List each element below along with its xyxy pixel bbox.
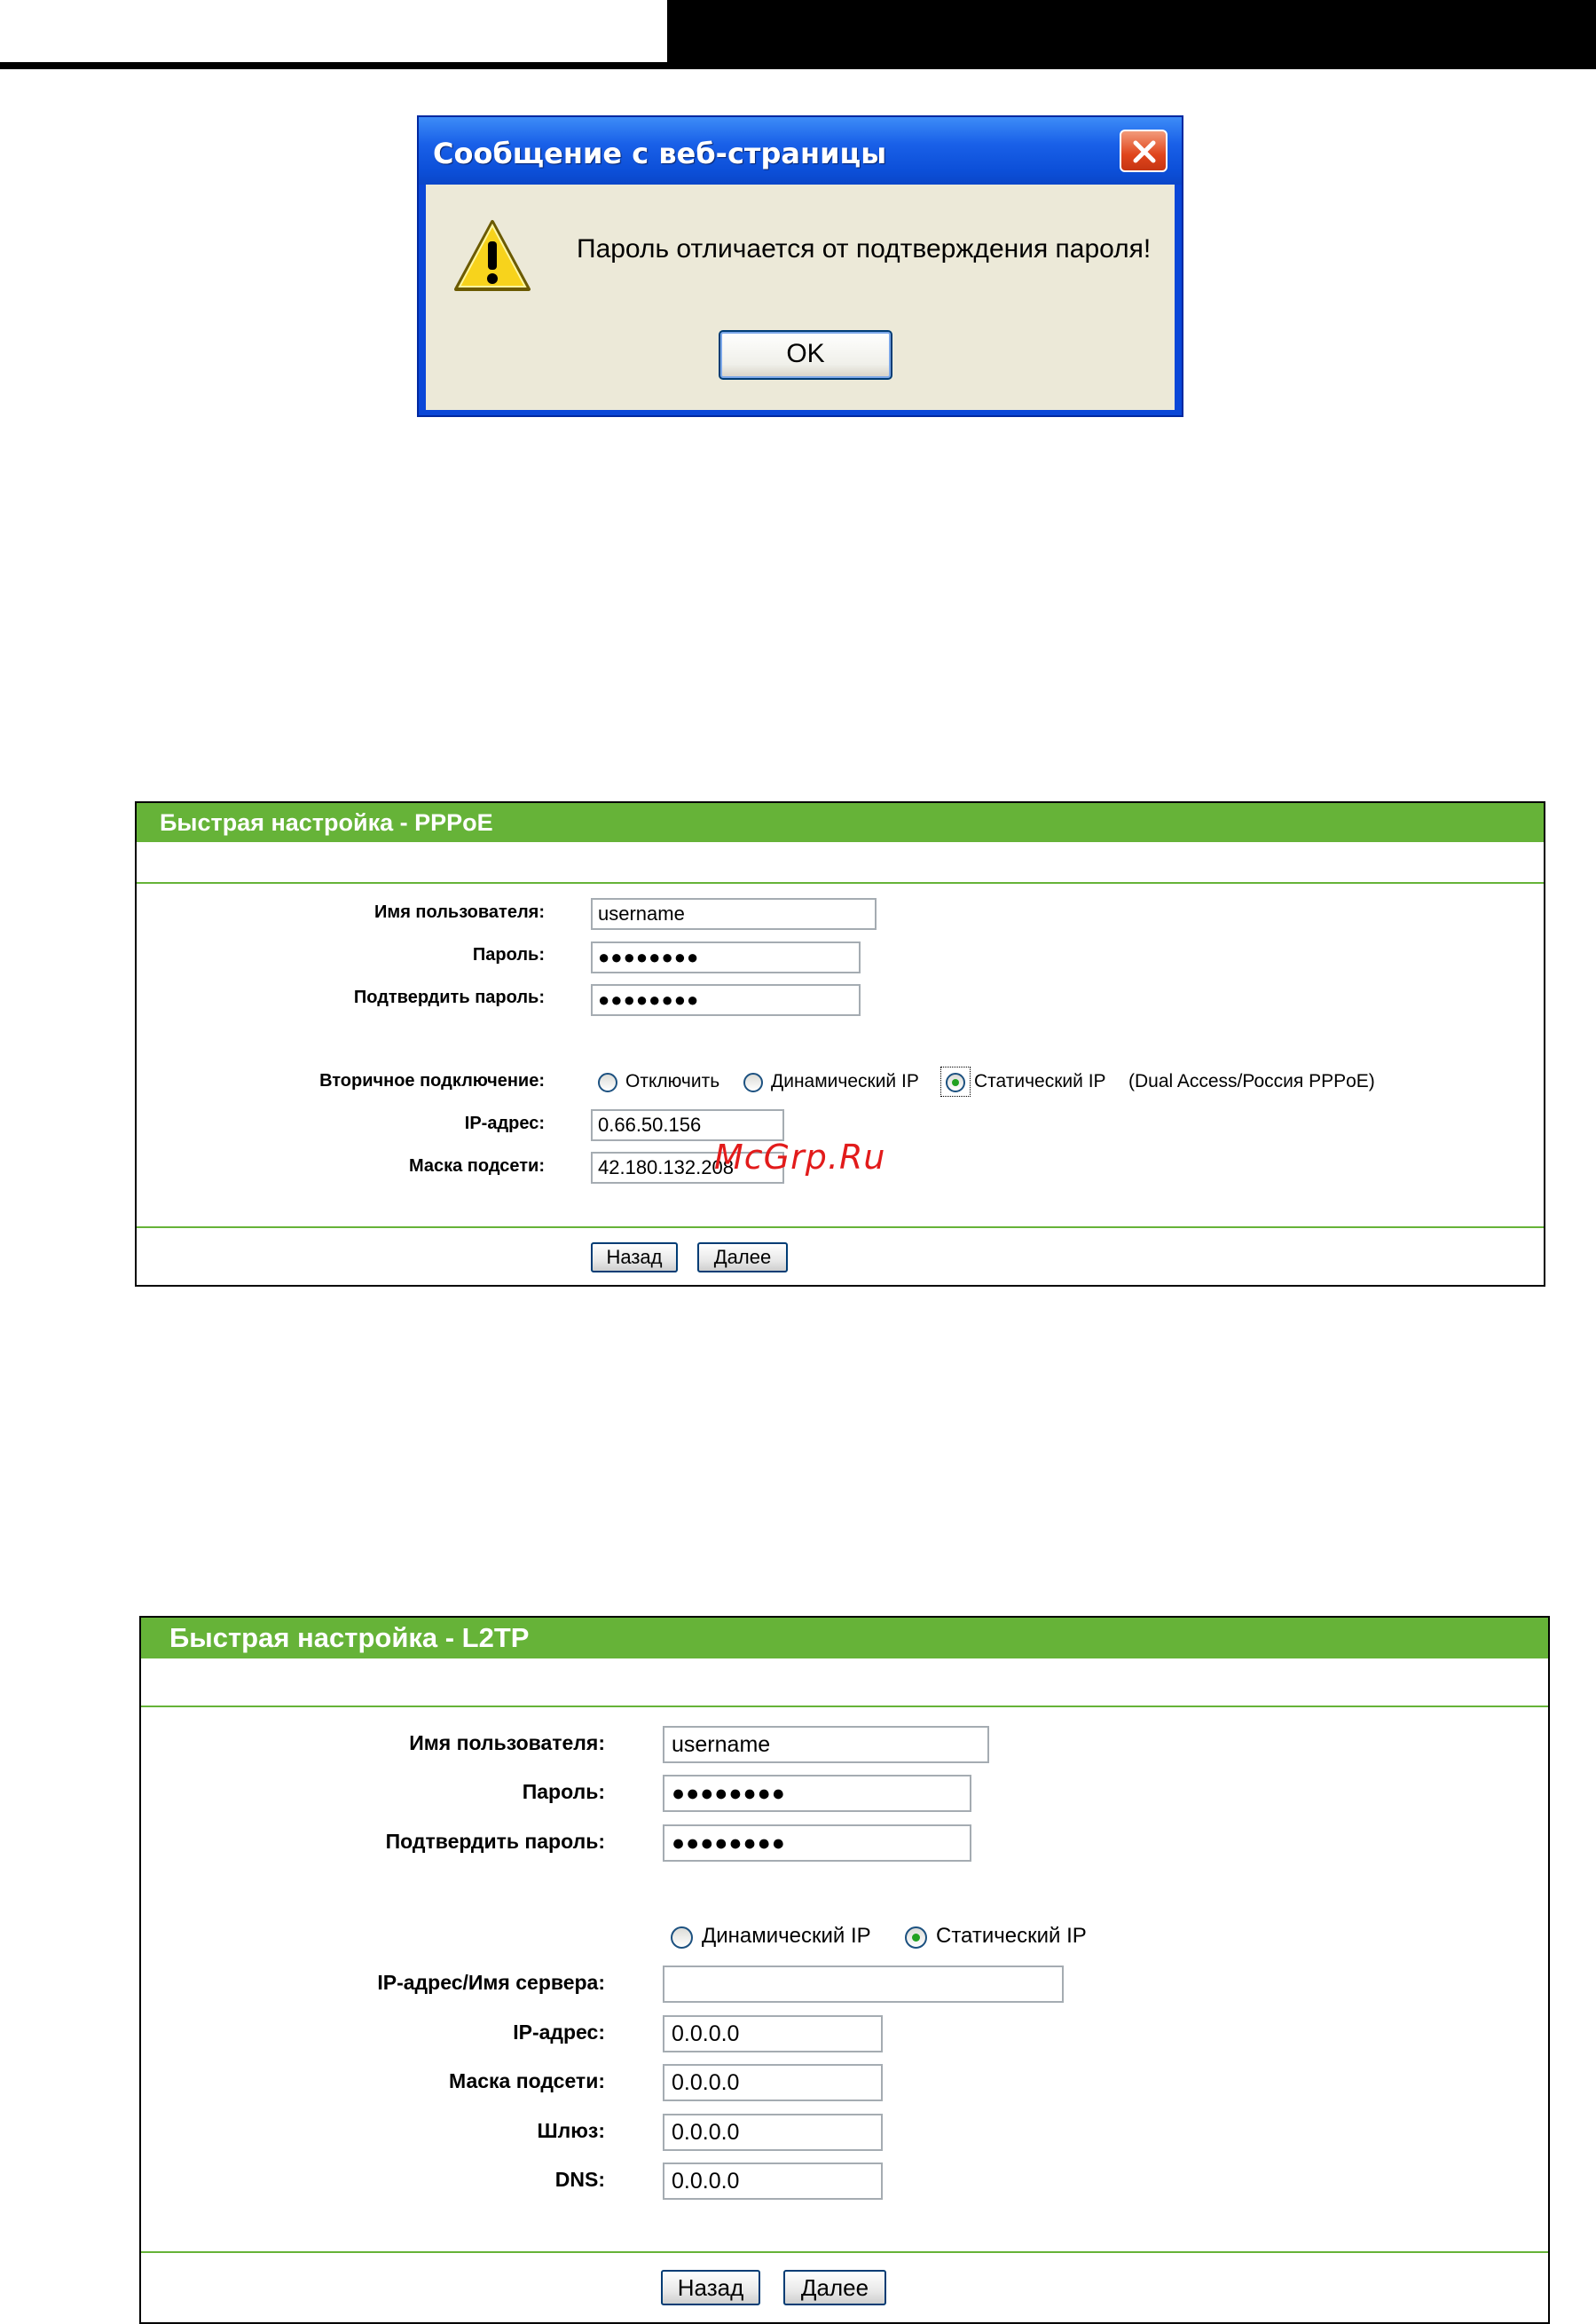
- l2tp-panel: [139, 1616, 1550, 2324]
- l2tp-title: Быстрая настройка - L2TP: [141, 1618, 1548, 1658]
- confirm-password-label: Подтвердить пароль:: [353, 988, 545, 1007]
- password-label: Пароль:: [472, 945, 545, 965]
- header-rule: [0, 62, 667, 69]
- radio-static-ip[interactable]: [946, 1073, 965, 1092]
- radio-static-label: Статический IP: [936, 1924, 1087, 1948]
- confirm-password-input[interactable]: ●●●●●●●●: [663, 1824, 971, 1862]
- radio-disable[interactable]: [598, 1073, 617, 1092]
- back-button[interactable]: Назад: [661, 2270, 760, 2305]
- username-label: Имя пользователя:: [374, 902, 545, 922]
- radio-dynamic-ip[interactable]: [743, 1073, 763, 1092]
- dialog-message: Пароль отличается от подтверждения пароля!: [577, 234, 1152, 264]
- next-button[interactable]: Далее: [783, 2270, 886, 2305]
- gateway-label: Шлюз:: [537, 2119, 605, 2142]
- server-label: IP-адрес/Имя сервера:: [377, 1971, 605, 1994]
- next-button[interactable]: Далее: [697, 1242, 788, 1272]
- username-label: Имя пользователя:: [409, 1731, 605, 1754]
- radio-static-label: Статический IP: [974, 1071, 1106, 1091]
- alert-dialog: [417, 115, 1183, 417]
- dialog-body: [426, 185, 1175, 410]
- dialog-close-button[interactable]: [1120, 130, 1168, 172]
- back-button[interactable]: Назад: [591, 1242, 678, 1272]
- pppoe-panel: [135, 801, 1545, 1287]
- ip-address-label: IP-адрес:: [513, 2021, 605, 2044]
- password-label: Пароль:: [522, 1780, 605, 1803]
- server-input[interactable]: [663, 1966, 1064, 2003]
- subnet-mask-label: Маска подсети:: [408, 1156, 545, 1176]
- password-input[interactable]: ●●●●●●●●: [663, 1775, 971, 1812]
- radio-static-ip[interactable]: [905, 1926, 927, 1949]
- secondary-connection-label: Вторичное подключение:: [319, 1071, 545, 1091]
- dns-input[interactable]: 0.0.0.0: [663, 2163, 883, 2200]
- warning-icon: [452, 217, 532, 296]
- divider: [137, 882, 1544, 884]
- ip-address-input[interactable]: 0.0.0.0: [663, 2015, 883, 2052]
- confirm-password-label: Подтвердить пароль:: [385, 1830, 605, 1853]
- subnet-mask-input[interactable]: 42.180.132.208: [591, 1152, 784, 1184]
- username-input[interactable]: username: [663, 1726, 989, 1763]
- dialog-title: Сообщение с веб-страницы: [433, 137, 887, 170]
- header-bar: [667, 0, 1596, 69]
- ok-button[interactable]: OK: [719, 330, 892, 380]
- divider: [141, 2251, 1548, 2253]
- subnet-mask-input[interactable]: 0.0.0.0: [663, 2064, 883, 2101]
- close-icon: [1132, 139, 1157, 164]
- radio-dynamic-label: Динамический IP: [702, 1924, 871, 1948]
- dialog-titlebar[interactable]: [419, 117, 1182, 185]
- dual-access-note: (Dual Access/Россия PPPoE): [1128, 1071, 1375, 1091]
- confirm-password-input[interactable]: ●●●●●●●●: [591, 984, 861, 1016]
- gateway-input[interactable]: 0.0.0.0: [663, 2114, 883, 2151]
- password-input[interactable]: ●●●●●●●●: [591, 941, 861, 973]
- radio-disable-label: Отключить: [625, 1071, 720, 1091]
- pppoe-title: Быстрая настройка - PPPoE: [137, 803, 1544, 842]
- subnet-mask-label: Маска подсети:: [449, 2069, 605, 2092]
- dns-label: DNS:: [554, 2168, 605, 2191]
- radio-dynamic-label: Динамический IP: [771, 1071, 919, 1091]
- divider: [141, 1706, 1548, 1707]
- radio-dynamic-ip[interactable]: [671, 1926, 693, 1949]
- username-input[interactable]: username: [591, 898, 877, 930]
- divider: [137, 1226, 1544, 1228]
- ip-address-input[interactable]: 0.66.50.156: [591, 1109, 784, 1141]
- ip-address-label: IP-адрес:: [464, 1114, 545, 1133]
- watermark: McGrp.Ru: [714, 1138, 886, 1177]
